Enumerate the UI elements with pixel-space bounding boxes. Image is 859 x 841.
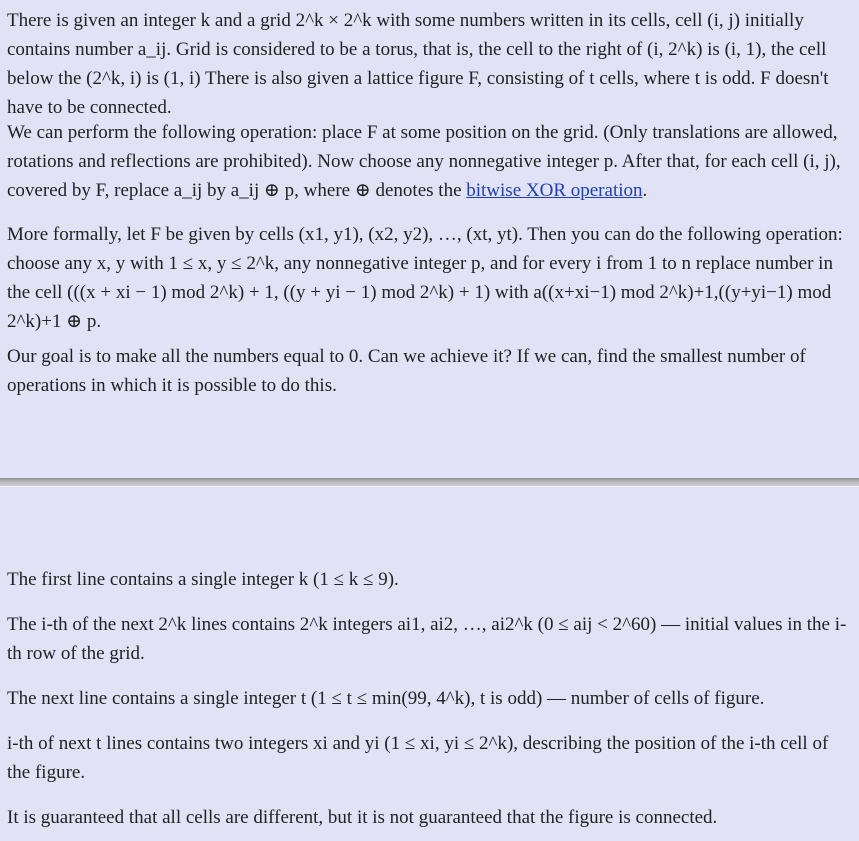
statement-content — [7, 6, 851, 400]
xor-operation-link[interactable]: bitwise XOR operation — [466, 180, 643, 201]
section-divider — [0, 478, 859, 486]
statement-paragraph-2-text: We can perform the following operation: place F at some position on the grid. (Only translations are allowed, rotations and reflections are prohibited). Now choose any nonnegative integer p. After that, for each cell (i, j), covered by F, replace a_ij by a_ij ⊕ p, where ⊕ denotes the bitwise XOR operation. — [7, 122, 841, 201]
input-content — [7, 565, 851, 832]
input-paragraph-4: i-th of next t lines contains two integers xi and yi (1 ≤ xi, yi ≤ 2^k), describing the position of the i-th cell of the figure. — [7, 733, 829, 783]
input-paragraph-3: The next line contains a single integer t (1 ≤ t ≤ min(99, 4^k), t is odd) — number of cells of figure. — [7, 688, 765, 709]
statement-paragraph-1: There is given an integer k and a grid 2^k × 2^k with some numbers written in its cells, cell (i, j) initially contains number a_ij. Grid is considered to be a torus, that is, the cell to the right of (i, 2^k) is (i, 1), the cell below the (2^k, i) is (1, i) There is also given a lattice figure F, consisting of t cells, where t is odd. F doesn't have to be connected. — [7, 10, 829, 118]
statement-paragraph-3: More formally, let F be given by cells (x1, y1), (x2, y2), …, (xt, yt). Then you can do the following operation: choose any x, y with 1 ≤ x, y ≤ 2^k, any nonnegative integer p, and for every i from 1 to n replace number in the cell (((x + xi − 1) mod 2^k) + 1, ((y + yi − 1) mod 2^k) + 1) with a((x+xi−1) mod 2^k)+1,((y+yi−1) mod 2^k)+1 ⊕ p. — [7, 224, 843, 332]
statement-paragraph-2 — [7, 118, 851, 204]
input-paragraph-1: The first line contains a single integer k (1 ≤ k ≤ 9). — [7, 569, 399, 590]
input-panel — [0, 486, 859, 841]
input-paragraph-5: It is guaranteed that all cells are different, but it is not guaranteed that the figure is connected. — [7, 807, 718, 828]
statement-paragraph-4: Our goal is to make all the numbers equal to 0. Can we achieve it? If we can, find the smallest number of operations in which it is possible to do this. — [7, 346, 806, 396]
input-paragraph-2: The i-th of the next 2^k lines contains 2^k integers ai1, ai2, …, ai2^k (0 ≤ aij < 2^60) — initial values in the i-th row of the grid. — [7, 614, 847, 664]
